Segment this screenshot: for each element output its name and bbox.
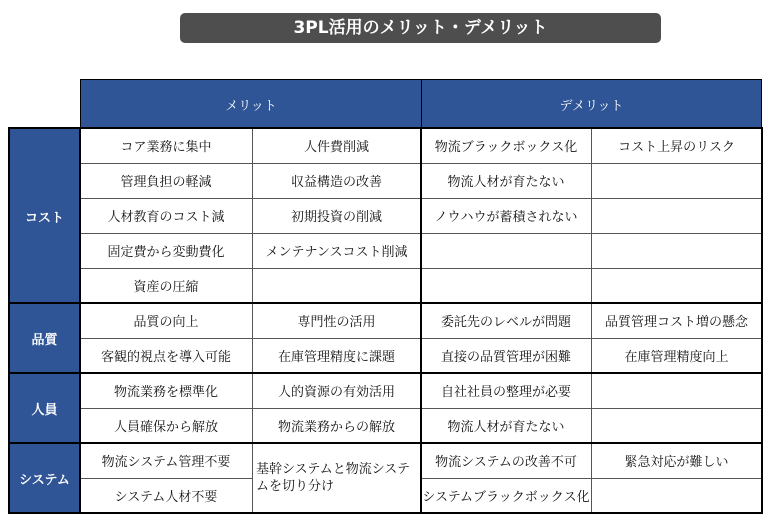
table-cell: メンテナンスコスト削減 [265,245,408,260]
category-staff: 人員 [8,373,81,444]
demerit-header: デメリット [421,79,762,129]
row-divider [8,372,763,374]
column-divider [420,443,422,513]
table-cell: 人件費削減 [303,140,369,155]
table-cell: 初期投資の削減 [290,210,382,225]
column-divider [252,443,253,513]
table-cell [591,198,762,233]
table-cell: 緊急対応が難しい [624,455,729,470]
merit-header: メリット [80,79,422,129]
table-cell: 委託先のレベルが問題 [440,315,571,330]
category-system: システム [8,443,81,514]
column-divider [420,128,422,303]
row-divider [8,127,763,129]
table-cell: 在庫管理精度に課題 [277,350,395,365]
column-divider [252,303,253,373]
row-divider [8,442,763,444]
table-cell: 固定費から変動費化 [107,245,225,260]
column-divider [761,128,763,513]
page-title: 3PL活用のメリット・デメリット [180,13,661,43]
merged-cell: 基幹システムと物流システムを切り分け [256,462,411,494]
table-cell: 客観的視点を導入可能 [100,350,231,365]
table-cell: システムブラックボックス化 [422,490,590,505]
table-cell: コスト上昇のリスク [618,140,735,155]
column-divider [591,373,592,443]
column-divider [591,303,592,373]
column-divider [420,373,422,443]
table-cell: 人員確保から解放 [113,420,218,435]
column-divider [79,128,81,513]
column-divider [420,303,422,373]
table-cell [591,478,762,513]
column-divider [8,128,10,513]
table-cell [591,408,762,443]
table-cell [421,233,591,268]
category-quality: 品質 [8,303,81,374]
column-divider [591,128,592,303]
table-cell [591,373,762,408]
table-cell: 物流システム管理不要 [101,455,231,470]
table-cell: 品質の向上 [133,315,199,330]
table-cell: ノウハウが蓄積されない [434,210,578,225]
table-cell: 物流人材が育たない [447,420,565,435]
table-cell: 専門性の活用 [297,315,376,330]
table-cell: 在庫管理精度向上 [624,350,729,365]
row-divider [8,512,763,514]
table-cell: 物流人材が育たない [447,175,565,190]
table-cell: 物流ブラックボックス化 [434,140,578,155]
table-cell [421,268,591,303]
table-cell: 人材教育のコスト減 [107,210,225,225]
column-divider [252,128,253,303]
table-cell: 物流システムの改善不可 [435,455,577,470]
table-cell: 資産の圧縮 [133,280,199,295]
table-cell: 人的資源の有効活用 [277,385,395,400]
table-cell: システム人材不要 [114,490,218,505]
table-cell: 自社社員の整理が必要 [440,385,571,400]
table-cell: 品質管理コスト増の懸念 [604,315,748,330]
column-divider [252,373,253,443]
table-cell [252,268,421,303]
column-divider [591,443,592,513]
table-cell [591,268,762,303]
category-cost: コスト [8,128,81,304]
row-divider [8,302,763,304]
table-cell [591,163,762,198]
table-cell: 物流業務からの解放 [277,420,395,435]
table-cell: 物流業務を標準化 [113,385,218,400]
table-cell: コア業務に集中 [120,140,212,155]
table-cell: 管理負担の軽減 [120,175,212,190]
row-divider [80,478,252,479]
table-cell: 収益構造の改善 [290,175,382,190]
table-cell: 直接の品質管理が困難 [440,350,571,365]
table-cell [591,233,762,268]
